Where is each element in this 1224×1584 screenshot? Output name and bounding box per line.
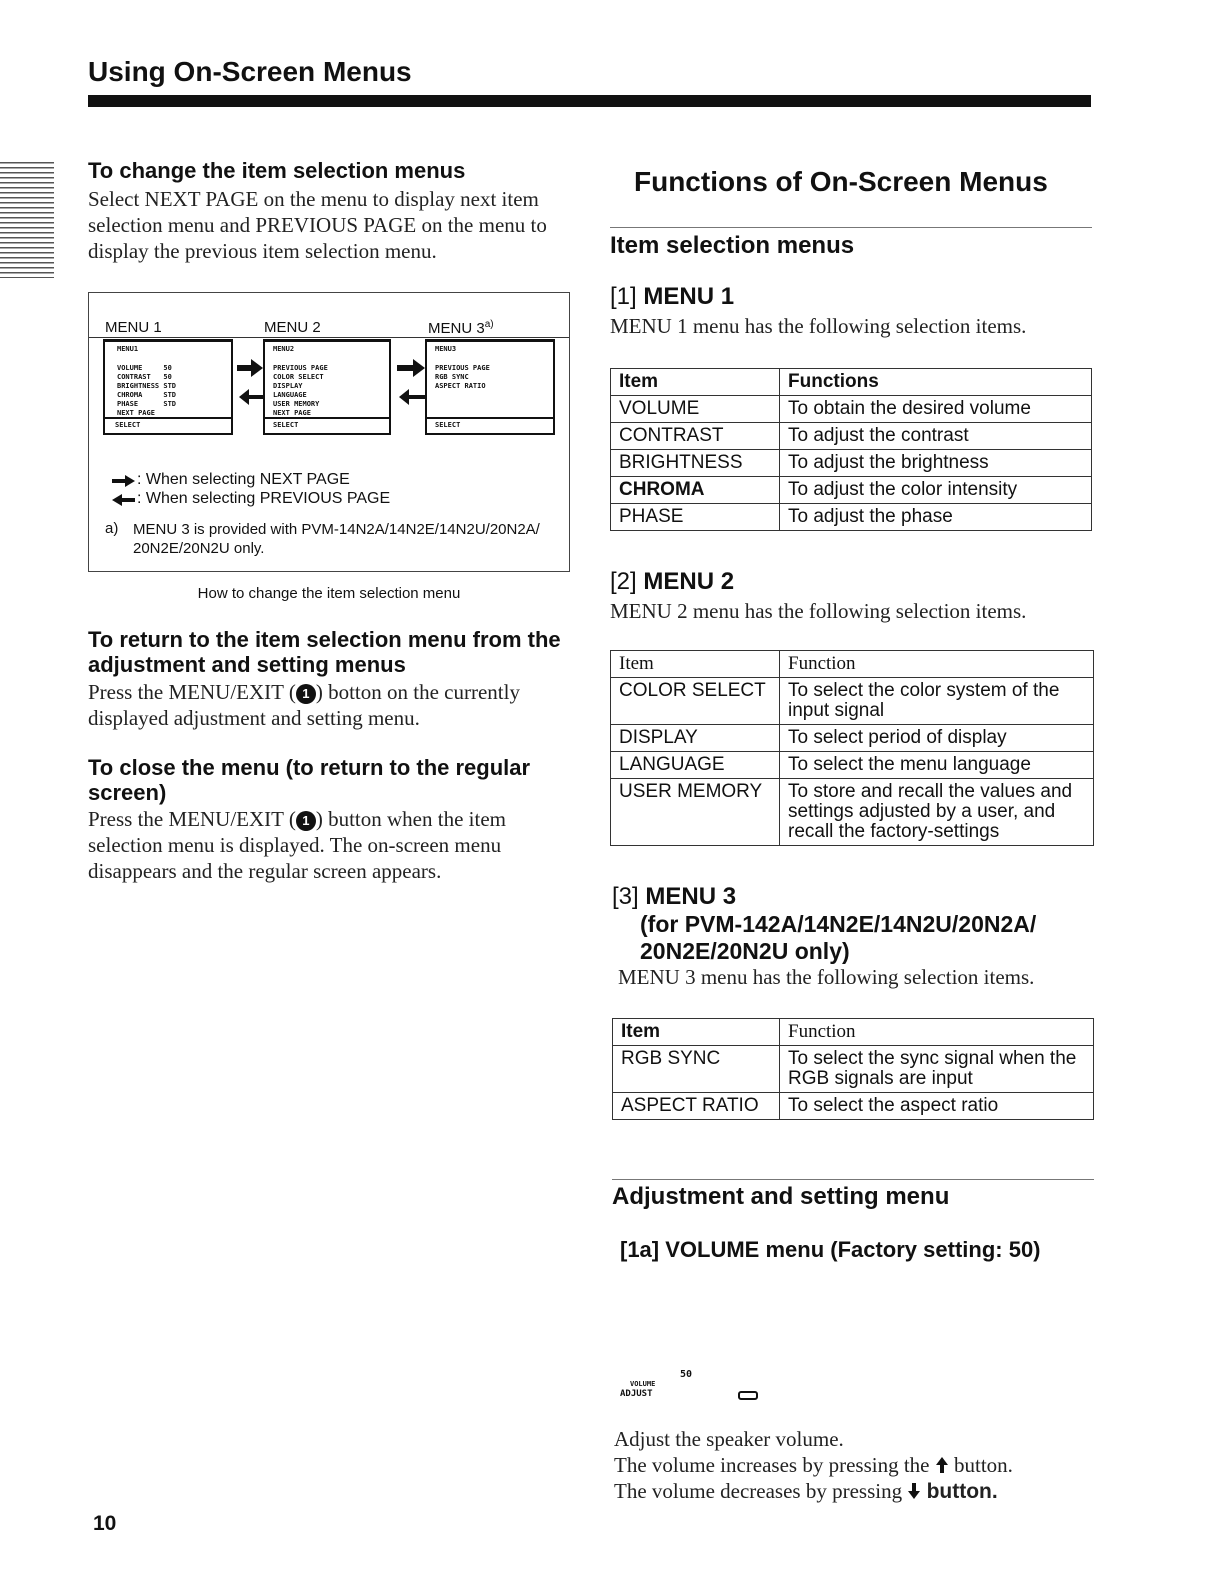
figure-label-menu1: MENU 1 <box>105 319 162 336</box>
arrow-prev-icon <box>395 357 427 407</box>
figure-divider <box>89 337 569 338</box>
table-row: BRIGHTNESS To adjust the brightness <box>611 450 1092 477</box>
menu1-intro: MENU 1 menu has the following selection items. <box>610 314 1027 338</box>
page-number: 10 <box>93 1512 117 1535</box>
up-arrow-icon <box>935 1456 949 1474</box>
heading-close-menu: To close the menu (to return to the regular screen) <box>88 755 531 805</box>
paragraph-close-menu: Press the MENU/EXIT ( 1 ) button when the item selection menu is displayed. The on-screen menu disappears and the regular screen appears. <box>88 807 506 883</box>
table-header: Item <box>611 651 780 678</box>
button-1-badge-icon: 1 <box>296 684 316 704</box>
volume-osd-value: 50 <box>680 1369 693 1380</box>
volume-osd-screen <box>616 1368 766 1408</box>
volume-osd-footer: ADJUST <box>620 1389 653 1399</box>
menu3-intro: MENU 3 menu has the following selection items. <box>618 965 1035 989</box>
menu1-table <box>610 368 1092 531</box>
table-row: ASPECT RATIO To select the aspect ratio <box>613 1093 1094 1120</box>
menu3-heading: [3] MENU 3 <box>612 883 737 910</box>
table-row: USER MEMORY To store and recall the values and settings adjusted by a user, and recall the factory-settings <box>611 779 1094 846</box>
menu-navigation-figure <box>88 292 570 572</box>
heading-item-selection-menus: Item selection menus <box>610 232 855 259</box>
heading-return-to-item-menu: To return to the item selection menu from the adjustment and setting menus <box>88 627 561 677</box>
menu1-screen: MENU1 VOLUME 50 CONTRAST 50 BRIGHTNESS STD CHROMA STD PHASE STD NEXT PAGE SELECT <box>103 339 233 435</box>
figure-label-menu2: MENU 2 <box>264 319 321 336</box>
legend-prev-text: : When selecting PREVIOUS PAGE <box>137 490 391 507</box>
table-header: Item <box>613 1019 780 1046</box>
table-header: Functions <box>780 369 1092 396</box>
menu2-intro: MENU 2 menu has the following selection items. <box>610 599 1027 623</box>
title-rule <box>610 227 1092 228</box>
table-row: CONTRAST To adjust the contrast <box>611 423 1092 450</box>
legend-next-text: : When selecting NEXT PAGE <box>137 471 350 488</box>
table-row: COLOR SELECT To select the color system of the input signal <box>611 678 1094 725</box>
legend-next-arrow-icon <box>111 474 137 488</box>
paragraph-change-item-menus: Select NEXT PAGE on the menu to display next item selection menu and PREVIOUS PAGE on the menu to display the previous item selection menu. <box>88 187 547 263</box>
heading-adjustment-menu: Adjustment and setting menu <box>612 1183 950 1210</box>
volume-description: Adjust the speaker volume. The volume increases by pressing the button. The volume decreases by pressing button. <box>614 1427 1013 1503</box>
header-rule <box>88 95 1091 107</box>
table-row: RGB SYNC To select the sync signal when the RGB signals are input <box>613 1046 1094 1093</box>
figure-caption: How to change the item selection menu <box>197 585 461 602</box>
table-header: Item <box>611 369 780 396</box>
right-title: Functions of On-Screen Menus <box>634 166 1048 197</box>
heading-change-item-menus: To change the item selection menus <box>88 158 466 183</box>
volume-osd-label: VOLUME <box>630 1380 656 1388</box>
figure-label-menu3: MENU 3$^{a)}$ <box>428 319 494 337</box>
table-row: DISPLAY To select period of display <box>611 725 1094 752</box>
table-header: Function <box>780 651 1094 678</box>
legend-prev-arrow-icon <box>111 493 137 507</box>
page-header-title: Using On-Screen Menus <box>88 56 412 87</box>
table-row: CHROMA To adjust the color intensity <box>611 477 1092 504</box>
adjustment-rule <box>612 1179 1094 1180</box>
menu2-table <box>610 650 1094 846</box>
down-arrow-icon <box>907 1482 921 1500</box>
menu2-heading: [2] MENU 2 <box>610 568 735 595</box>
table-header: Function <box>780 1019 1094 1046</box>
footnote-marker: a) <box>105 520 119 537</box>
exit-key-icon <box>738 1391 758 1400</box>
menu3-screen: MENU3 PREVIOUS PAGE RGB SYNC ASPECT RATIO SELECT <box>425 339 555 435</box>
section-tab-marker <box>0 162 54 278</box>
menu2-screen: MENU2 PREVIOUS PAGE COLOR SELECT DISPLAY LANGUAGE USER MEMORY NEXT PAGE SELECT <box>263 339 391 435</box>
heading-volume-menu: [1a] VOLUME menu (Factory setting: 50) <box>620 1237 1041 1262</box>
table-row: LANGUAGE To select the menu language <box>611 752 1094 779</box>
arrow-next-icon <box>235 357 265 407</box>
paragraph-return-to-item-menu: Press the MENU/EXIT ( 1 ) botton on the currently displayed adjustment and setting menu. <box>88 680 520 730</box>
table-row: VOLUME To obtain the desired volume <box>611 396 1092 423</box>
menu3-table <box>612 1018 1094 1120</box>
footnote-text: MENU 3 is provided with PVM-14N2A/14N2E/14N2U/20N2A/ 20N2E/20N2U only. <box>133 521 540 557</box>
menu1-heading: [1] MENU 1 <box>610 283 735 310</box>
button-1-badge-icon: 1 <box>296 811 316 831</box>
table-row: PHASE To adjust the phase <box>611 504 1092 531</box>
menu3-subtitle: (for PVM-142A/14N2E/14N2U/20N2A/ 20N2E/20N2U only) <box>640 911 1037 964</box>
